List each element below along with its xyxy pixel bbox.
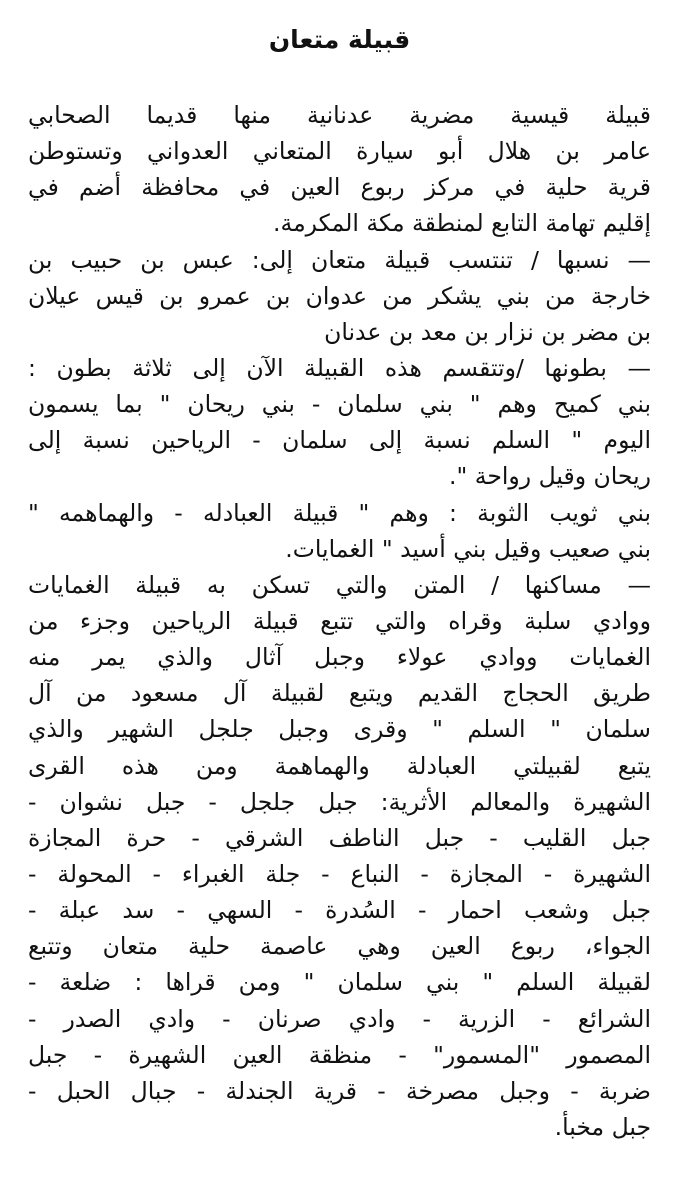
text-line: جبل وشعب احمار - السُدرة - السهي - سد عبلة - xyxy=(28,896,651,925)
text-line: يتبع لقبيلتي العبادلة والهماهمة ومن هذه القرى xyxy=(28,751,651,780)
document-body xyxy=(28,97,651,1145)
text-line: عامر بن هلال أبو سيارة المتعاني العدواني وتستوطن xyxy=(28,137,651,166)
text-line: الشهيرة - المجازة - النباع - جلة الغبراء - المحولة - xyxy=(28,859,651,888)
text-line: ووادي سلبة وقراه والتي تتبع قبيلة الرياحين وجزء من xyxy=(28,606,651,635)
text-line: خارجة من بني يشكر من عدوان بن عمرو بن قيس عيلان xyxy=(28,281,651,310)
document-title: قبيلة متعان xyxy=(268,25,411,54)
text-line: قبيلة قيسية مضرية عدنانية منها قديما الصحابي xyxy=(28,101,651,129)
text-line: جبل القليب - جبل الناطف الشرقي - حرة المجازة xyxy=(28,823,651,852)
text-line: طريق الحجاج القديم ويتبع لقبيلة آل مسعود من آل xyxy=(28,679,651,708)
text-line: اليوم " السلم نسبة إلى سلمان - الرياحين نسبة إلى xyxy=(28,426,651,455)
text-line: المصمور "المسمور" - منظقة العين الشهيرة - جبل xyxy=(28,1040,651,1069)
text-line: بني صعيب وقيل بني أسيد " الغمايات. xyxy=(285,534,651,563)
text-line: سلمان " السلم " وقرى وجبل جلجل الشهير والذي xyxy=(28,715,651,744)
text-line: ضربة - وجبل مصرخة - قرية الجندلة - جبال الحبل - xyxy=(28,1076,651,1105)
text-line: الجواء، ربوع العين وهي عاصمة حلية متعان وتتبع xyxy=(28,932,651,961)
text-line: بني ثويب الثوبة : وهم " قبيلة العبادله - والهماهمه " xyxy=(28,498,651,527)
text-line: ريحان وقيل رواحة ". xyxy=(449,462,651,491)
text-line: الشرائع - الزرية - وادي صرنان - وادي الصدر - xyxy=(28,1004,651,1033)
text-line: لقبيلة السلم " بني سلمان " ومن قراها : ضلعة - xyxy=(28,968,651,997)
text-line: إقليم تهامة التابع لمنطقة مكة المكرمة. xyxy=(273,209,651,238)
text-line: الشهيرة والمعالم الأثرية: جبل جلجل - جبل نشوان - xyxy=(28,787,651,816)
text-line: بن مضر بن نزار بن معد بن عدنان xyxy=(324,317,651,346)
text-line: — نسبها / تنتسب قبيلة متعان إلى: عبس بن حبيب بن xyxy=(28,245,651,274)
text-line: قرية حلية في مركز ربوع العين في محافظة أضم في xyxy=(28,173,651,202)
text-line: — بطونها /وتتقسم هذه القبيلة الآن إلى ثلاثة بطون : xyxy=(28,353,651,382)
text-line: الغمايات ووادي عولاء وجبل آثال والذي يمر منه xyxy=(28,643,651,672)
text-line: جبل مخبأ. xyxy=(554,1112,651,1141)
text-line: — مساكنها / المتن والتي تسكن به قبيلة الغمايات xyxy=(28,570,651,599)
text-line: بني كميح وهم " بني سلمان - بني ريحان " بما يسمون xyxy=(28,390,651,419)
